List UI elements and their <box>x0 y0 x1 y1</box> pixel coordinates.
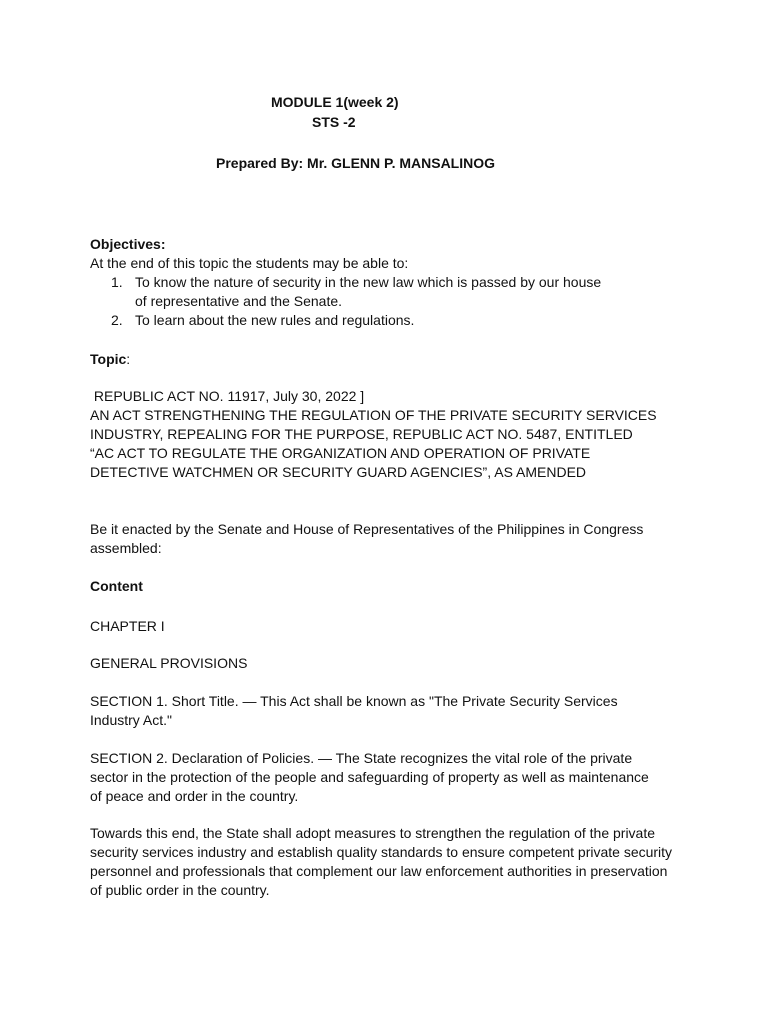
prepared-by: Prepared By: Mr. GLENN P. MANSALINOG <box>216 155 496 171</box>
list-number: 2. <box>111 312 123 328</box>
list-text: To learn about the new rules and regulations. <box>135 312 415 328</box>
list-text: To know the nature of security in the new law which is passed by our house of representative and the Senate. <box>135 274 602 309</box>
content-heading: Content <box>90 578 143 594</box>
act-number: REPUBLIC ACT NO. 11917, July 30, 2022 ] <box>90 388 365 404</box>
chapter-number: CHAPTER I <box>90 618 165 634</box>
topic-heading-line <box>90 350 680 369</box>
objectives-heading: Objectives: <box>90 236 166 252</box>
list-item <box>111 311 680 330</box>
chapter-title: GENERAL PROVISIONS <box>90 655 248 671</box>
section-2-continued: Towards this end, the State shall adopt measures to strengthen the regulation of the private security services industry and establish quality standards to ensure competent private security personnel and professionals that complement our law enforcement authorities in preservation of public order in the country. <box>90 825 673 898</box>
list-item <box>111 273 615 311</box>
enacting-clause: Be it enacted by the Senate and House of Representatives of the Philippines in Congress assembled: <box>90 521 644 556</box>
act-title: AN ACT STRENGTHENING THE REGULATION OF THE PRIVATE SECURITY SERVICES INDUSTRY, REPEALING FOR THE PURPOSE, REPUBLIC ACT NO. 5487, ENTITLED “AC ACT TO REGULATE THE ORGANIZATION AND OPERATION OF PRIVATE DETECTIVE WATCHMEN OR SECURITY GUARD AGENCIES”, AS AMENDED <box>90 407 657 480</box>
course-code: STS -2 <box>312 114 356 130</box>
list-number: 1. <box>111 274 123 290</box>
topic-colon: : <box>126 351 131 367</box>
module-title: MODULE 1(week 2) <box>271 94 399 110</box>
section-2: SECTION 2. Declaration of Policies. — The State recognizes the vital role of the private sector in the protection of the people and safeguarding of property as well as maintenance of peace and order in the country. <box>90 750 649 804</box>
topic-heading: Topic <box>90 351 127 367</box>
objectives-intro: At the end of this topic the students may be able to: <box>90 255 409 271</box>
objectives-list <box>90 273 680 330</box>
section-1: SECTION 1. Short Title. — This Act shall be known as "The Private Security Services Industry Act." <box>90 693 618 728</box>
